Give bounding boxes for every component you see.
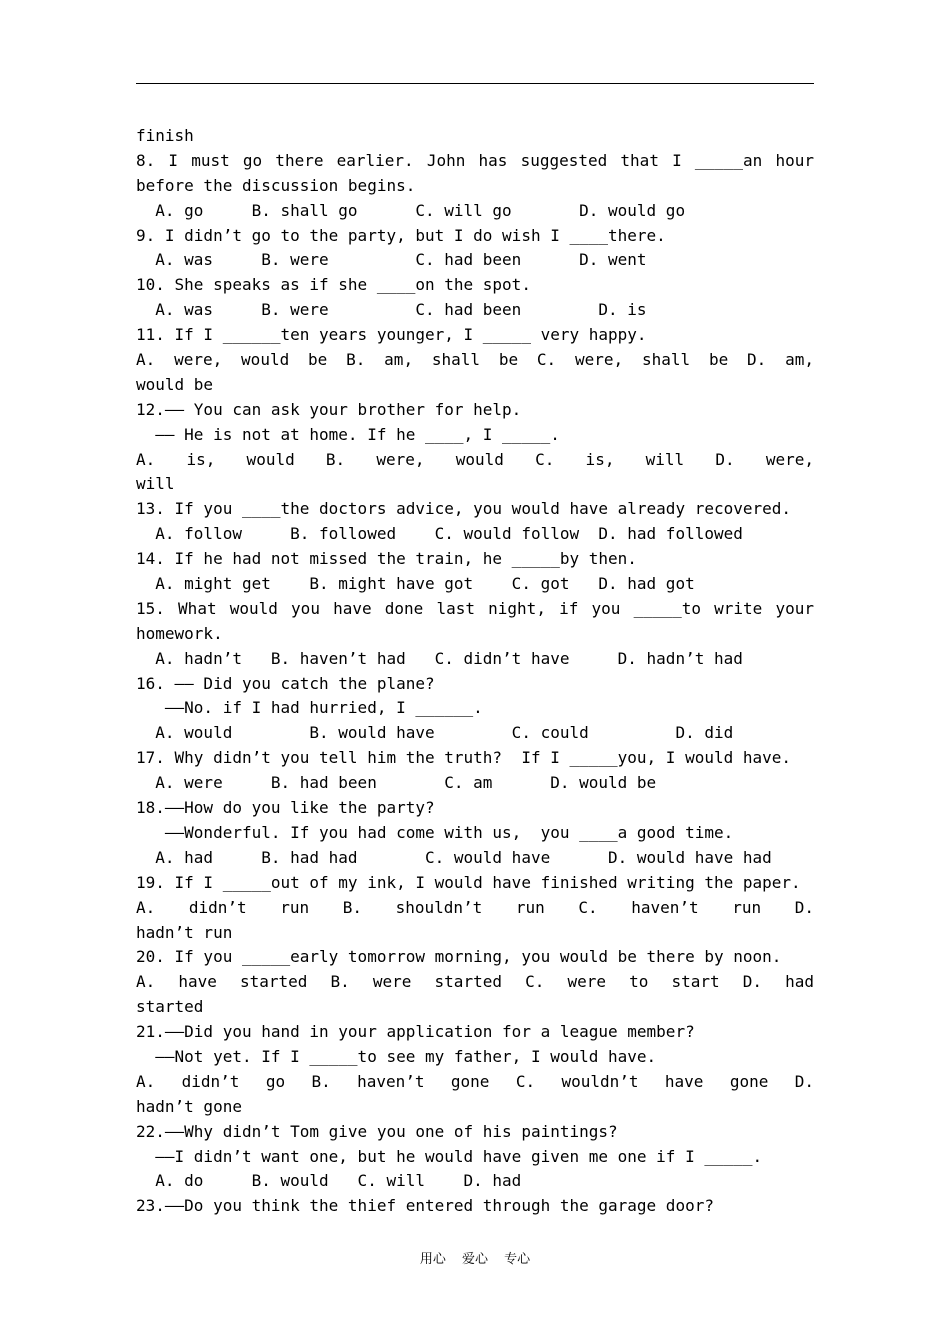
text-line: before the discussion begins.: [136, 175, 416, 195]
text-line: ——I didn’t want one, but he would have given me one if I _____.: [136, 1146, 763, 1166]
text-line: homework.: [136, 623, 223, 643]
text-line: A. is, would B. were, would C. is, will D. were,: [136, 449, 814, 469]
text-line: finish: [136, 126, 194, 145]
text-line: ——No. if I had hurried, I ______.: [136, 698, 483, 718]
text-line: 17. Why didn’t you tell him the truth? If I _____you, I would have.: [136, 748, 792, 768]
text-line: will: [136, 474, 175, 494]
text-line: 13. If you ____the doctors advice, you would have already recovered.: [136, 499, 792, 519]
text-line: 16. —— Did you catch the plane?: [136, 673, 435, 693]
text-line: 19. If I _____out of my ink, I would have finished writing the paper.: [136, 872, 801, 892]
text-line: A. didn’t run B. shouldn’t run C. haven’t run D.: [136, 897, 814, 917]
text-line: 15. What would you have done last night, if you _____to write your: [136, 598, 814, 618]
document-body: [136, 124, 814, 1219]
text-line: 18.——How do you like the party?: [136, 798, 435, 818]
page-footer: 用心 爱心 专心: [419, 1252, 531, 1267]
text-line: hadn’t gone: [136, 1096, 242, 1116]
text-line: 9. I didn’t go to the party, but I do wish I ____there.: [136, 225, 666, 245]
text-line: A. go B. shall go C. will go D. would go: [136, 200, 686, 220]
text-line: 8. I must go there earlier. John has suggested that I _____an hour: [136, 150, 814, 170]
text-line: A. hadn’t B. haven’t had C. didn’t have D. hadn’t had: [136, 648, 743, 668]
text-line: 11. If I ______ten years younger, I _____ very happy.: [136, 325, 647, 345]
text-line: hadn’t run: [136, 922, 233, 942]
text-line: A. didn’t go B. haven’t gone C. wouldn’t have gone D.: [136, 1071, 814, 1091]
header-rule: [136, 83, 814, 84]
text-line: would be: [136, 374, 214, 394]
text-line: A. was B. were C. had been D. went: [136, 250, 647, 270]
text-line: 22.——Why didn’t Tom give you one of his paintings?: [136, 1121, 618, 1141]
text-line: A. have started B. were started C. were to start D. had: [136, 972, 814, 992]
text-line: 14. If he had not missed the train, he _____by then.: [136, 549, 637, 569]
text-line: 21.——Did you hand in your application for a league member?: [136, 1022, 695, 1042]
text-line: A. would B. would have C. could D. did: [136, 723, 734, 743]
text-line: A. were, would be B. am, shall be C. were, shall be D. am,: [136, 350, 814, 370]
text-line: 20. If you _____early tomorrow morning, you would be there by noon.: [136, 947, 782, 967]
text-line: 12.—— You can ask your brother for help.: [136, 399, 522, 419]
text-line: A. might get B. might have got C. got D. had got: [136, 574, 695, 594]
text-line: A. were B. had been C. am D. would be: [136, 773, 657, 793]
text-line: started: [136, 997, 204, 1017]
text-line: A. follow B. followed C. would follow D. had followed: [136, 524, 743, 544]
text-line: ——Wonderful. If you had come with us, you ____a good time.: [136, 822, 734, 842]
text-line: 23.——Do you think the thief entered through the garage door?: [136, 1196, 714, 1216]
text-line: —— He is not at home. If he ____, I _____.: [136, 424, 560, 444]
text-line: A. was B. were C. had been D. is: [136, 300, 647, 320]
text-line: ——Not yet. If I _____to see my father, I would have.: [136, 1046, 657, 1066]
text-line: A. had B. had had C. would have D. would have had: [136, 847, 772, 867]
text-line: A. do B. would C. will D. had: [136, 1171, 522, 1191]
text-line: 10. She speaks as if she ____on the spot.: [136, 275, 531, 295]
